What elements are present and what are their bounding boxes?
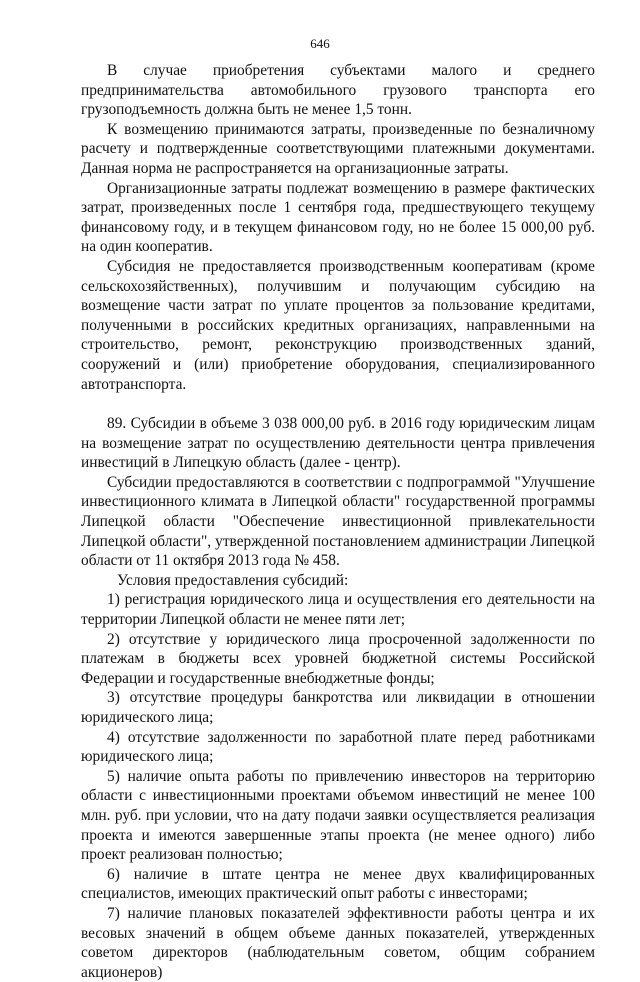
page-number: 646 [310, 36, 330, 51]
condition-item-7: 7) наличие плановых показателей эффективности работы центра и их весовых значений в общем объеме данных показателей, утвержденных советом директоров (наблюдательным советом, общим собранием акционеров) [81, 904, 595, 981]
paragraph-subprogram-basis: Субсидии предоставляются в соответствии с подпрограммой "Улучшение инвестиционного климата в Липецкой области" государственной программы Липецкой области "Обеспечение инвестиционной привлекательности Липецкой области", утвержденной постановлением администрации Липецкой области от 11 октября 2013 года № 458. [81, 473, 595, 570]
condition-item-5: 5) наличие опыта работы по привлечению инвесторов на территорию области с инвестиционными проектами объемом инвестиций не менее 100 млн. руб. при условии, что на дату подачи заявки осуществляется реализация проекта и имеются завершенные этапы проекта (не менее одного) либо проект реализован полностью; [81, 767, 595, 864]
condition-item-2: 2) отсутствие у юридического лица просроченной задолженности по платежам в бюджеты всех уровней бюджетной системы Российской Федерации и государственные внебюджетные фонды; [81, 630, 595, 687]
paragraph-truck-capacity: В случае приобретения субъектами малого и среднего предпринимательства автомобильного грузового транспорта его грузоподъемность должна быть не менее 1,5 тонн. [81, 62, 595, 119]
condition-item-6: 6) наличие в штате центра не менее двух квалифицированных специалистов, имеющих практический опыт работы с инвесторами; [81, 865, 595, 903]
document-body [81, 61, 595, 982]
condition-item-3: 3) отсутствие процедуры банкротства или ликвидации в отношении юридического лица; [81, 689, 595, 726]
condition-item-1: 1) регистрация юридического лица и осуществления его деятельности на территории Липецкой области не менее пяти лет; [81, 591, 595, 629]
condition-item-4: 4) отсутствие задолженности по заработной плате перед работниками юридического лица; [81, 728, 595, 766]
paragraph-organizational-expenses: Организационные затраты подлежат возмещению в размере фактических затрат, произведенных после 1 сентября года, предшествующего текущему финансовому году, и в текущем финансовом году, но не более 15 000,00 руб. на один кооператив. [81, 179, 595, 256]
conditions-heading: Условия предоставления субсидий: [117, 571, 349, 589]
paragraph-subsidy-exclusion: Субсидия не предоставляется производственным кооперативам (кроме сельскохозяйственных), получившим и получающим субсидию на возмещение части затрат по уплате процентов за пользование кредитами, полученными в российских кредитных организациях, направленными на строительство, ремонт, реконструкцию производственных зданий, сооружений и (или) приобретение оборудования, специализированного автотранспорта. [81, 257, 595, 393]
paragraph-item-89: 89. Субсидии в объеме 3 038 000,00 руб. в 2016 году юридическим лицам на возмещение затрат по осуществлению деятельности центра привлечения инвестиций в Липецкую область (далее - центр). [81, 415, 595, 472]
paragraph-cashless-expenses: К возмещению принимаются затраты, произведенные по безналичному расчету и подтвержденные соответствующими платежными документами. Данная норма не распространяется на организационные затраты. [81, 120, 595, 177]
